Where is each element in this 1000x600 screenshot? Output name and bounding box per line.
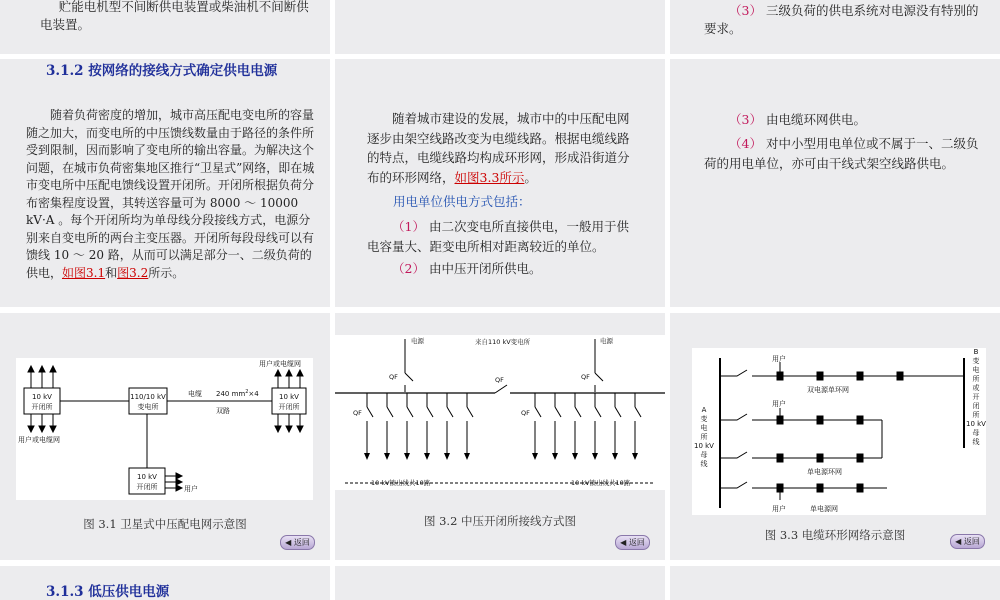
- back-button-fig-3-3[interactable]: ◀ 返回: [950, 534, 985, 549]
- intro-text: 贮能电机型不间断供电装置或柴油机不间断供电装置。: [40, 0, 309, 32]
- box-left-line1: 10 kV: [32, 393, 52, 401]
- cable-label: 电缆: [188, 390, 202, 398]
- figure-3-3-caption: 图 3.3 电缆环形网络示意图: [764, 528, 906, 542]
- qf-feeder-right: QF: [521, 409, 530, 417]
- figure-3-3: [692, 348, 986, 515]
- svg-text:A: A: [701, 406, 707, 414]
- svg-text:电: 电: [700, 424, 708, 432]
- feeders-left-label: 10 kV馈出线共10路: [371, 479, 431, 487]
- box-center-line1: 110/10 kV: [130, 393, 166, 401]
- svg-text:开: 开: [972, 393, 980, 401]
- method-item-3: （3） 由电缆环网供电。: [729, 112, 866, 127]
- back-button-fig-3-2[interactable]: ◀ 返回: [615, 535, 650, 550]
- box-left-line2: 开闭所: [31, 403, 53, 411]
- svg-text:线: 线: [972, 438, 980, 446]
- feeders-right-label: 10 kV馈出线共10路: [571, 479, 631, 487]
- item-number: （3）: [729, 3, 762, 18]
- fig-3-2-link[interactable]: 图3.2: [117, 265, 149, 280]
- svg-text:闭: 闭: [972, 402, 980, 410]
- method-item-4: （4） 对中小型用电单位或不属于一、二级负荷的用电单位，亦可由干线式架空线路供电。: [704, 136, 979, 171]
- svg-text:变: 变: [700, 415, 708, 423]
- cable-spec: 240 $mm^2\times 4$: [216, 389, 259, 398]
- section-body: 随着负荷密度的增加，城市高压配电变电所的容量随之加大，而变电所的中压馈线数量由于路径的条件所受到限制，因而影响了变电所的输出容量。为解决这个问题，在城市负荷密集地区推行“卫星式”网络，即在城市变电所中压配电馈线设置开闭所。开闭所根据负荷分布密集程度设置，其转送容量可为 8000 ～ 10000 kV·A 。每个开闭所均为单母线分段接线方式，电源分别来自变电所的两台主变压器。开闭所每段母线可以有馈线 10 ～ 20 路，从而可以满足部分一、二级负荷的供电，如图3.1和图3.2所示。: [26, 108, 315, 280]
- substation-a-label: [694, 406, 714, 468]
- supply-methods-subhead: 用电单位供电方式包括：: [393, 194, 531, 209]
- user-label-top: 用户: [772, 355, 786, 363]
- panel-r2c2: [335, 59, 665, 307]
- panel-r4c2: [335, 566, 665, 600]
- method-item-1: （1） 由二次变电所直接供电，一般用于供电容量大、距变电所相对距离较近的单位。: [367, 219, 629, 254]
- panel-r4c3: [670, 566, 1000, 600]
- panel-fig-3-2: [335, 313, 665, 560]
- figure-3-2-caption: 图 3.2 中压开闭所接线方式图: [423, 514, 577, 528]
- back-button-fig-3-1[interactable]: ◀ 返回: [280, 535, 315, 550]
- svg-text:线: 线: [700, 460, 708, 468]
- switching-station-wiring-diagram: [335, 335, 665, 490]
- user-label-mid: 用户: [772, 400, 786, 408]
- user-or-cable-bottom: 用户或电缆网: [18, 436, 60, 444]
- user-label: 用户: [184, 485, 198, 493]
- qf-left: QF: [389, 373, 398, 381]
- user-label-bottom: 用户: [772, 505, 786, 513]
- substation-b-label: [966, 348, 986, 446]
- svg-text:10 kV: 10 kV: [966, 420, 986, 428]
- section-heading-3-1-3: 3.1.3 低压供电电源: [46, 584, 170, 600]
- figure-3-2: [335, 335, 665, 490]
- panel-r4c1: [0, 566, 330, 600]
- svg-text:母: 母: [700, 451, 708, 459]
- box-right-line2: 开闭所: [278, 403, 300, 411]
- figure-3-1: [16, 358, 313, 500]
- svg-text:或: 或: [972, 384, 980, 392]
- panel-r2c3: [670, 59, 1000, 307]
- double-circuit-label: 双路: [216, 407, 230, 415]
- section-heading-3-1-2: 3.1.2 按网络的接线方式确定供电电源: [46, 63, 278, 79]
- load-level-3-text: （3） 三级负荷的供电系统对电源没有特别的要求。: [704, 3, 979, 36]
- svg-text:所: 所: [972, 411, 980, 419]
- qf-tie: QF: [495, 376, 504, 384]
- box-center-line2: 变电所: [137, 403, 159, 411]
- source-from-substation: 来自110 kV变电所: [475, 338, 531, 346]
- method-item-2: （2） 由中压开闭所供电。: [392, 261, 542, 276]
- svg-text:变: 变: [972, 357, 980, 365]
- svg-text:B: B: [973, 348, 979, 356]
- panel-r1c1: [0, 0, 330, 54]
- box-bottom-line2: 开闭所: [136, 483, 158, 491]
- panel-r1c3: [670, 0, 1000, 54]
- source-left: 电源: [411, 337, 424, 345]
- svg-text:所: 所: [972, 375, 980, 383]
- satellite-network-diagram: [16, 358, 313, 500]
- panel-r2c1: [0, 59, 330, 307]
- svg-text:电: 电: [972, 366, 980, 374]
- qf-feeder-left: QF: [353, 409, 362, 417]
- user-or-cable-top: 用户或电缆网: [259, 360, 301, 368]
- figure-3-1-caption: 图 3.1 卫星式中压配电网示意图: [83, 517, 247, 531]
- panel-fig-3-1: [0, 313, 330, 560]
- box-bottom-line1: 10 kV: [137, 473, 157, 481]
- svg-text:母: 母: [972, 429, 980, 437]
- svg-text:10 kV: 10 kV: [694, 442, 714, 450]
- single-source-net-label: 单电源网: [810, 505, 838, 513]
- box-right-line1: 10 kV: [279, 393, 299, 401]
- panel-r1c2: [335, 0, 665, 54]
- source-right: 电源: [600, 337, 613, 345]
- cable-network-text: 随着城市建设的发展，城市中的中压配电网逐步由架空线路改变为电缆线路。根据电缆线路的特点，电缆线路均构成环形网，形成沿街道分布的环形网络，如图3.3所示。: [367, 111, 630, 185]
- panel-fig-3-3: [670, 313, 1000, 560]
- fig-3-3-link[interactable]: 如图3.3所示: [454, 169, 525, 185]
- single-source-ring-label: 单电源环网: [807, 468, 842, 476]
- fig-3-1-link[interactable]: 如图3.1: [62, 265, 106, 280]
- qf-right: QF: [581, 373, 590, 381]
- dual-source-ring-label: 双电源单环网: [807, 386, 849, 394]
- svg-text:所: 所: [700, 433, 708, 441]
- cable-ring-network-diagram: [692, 348, 986, 515]
